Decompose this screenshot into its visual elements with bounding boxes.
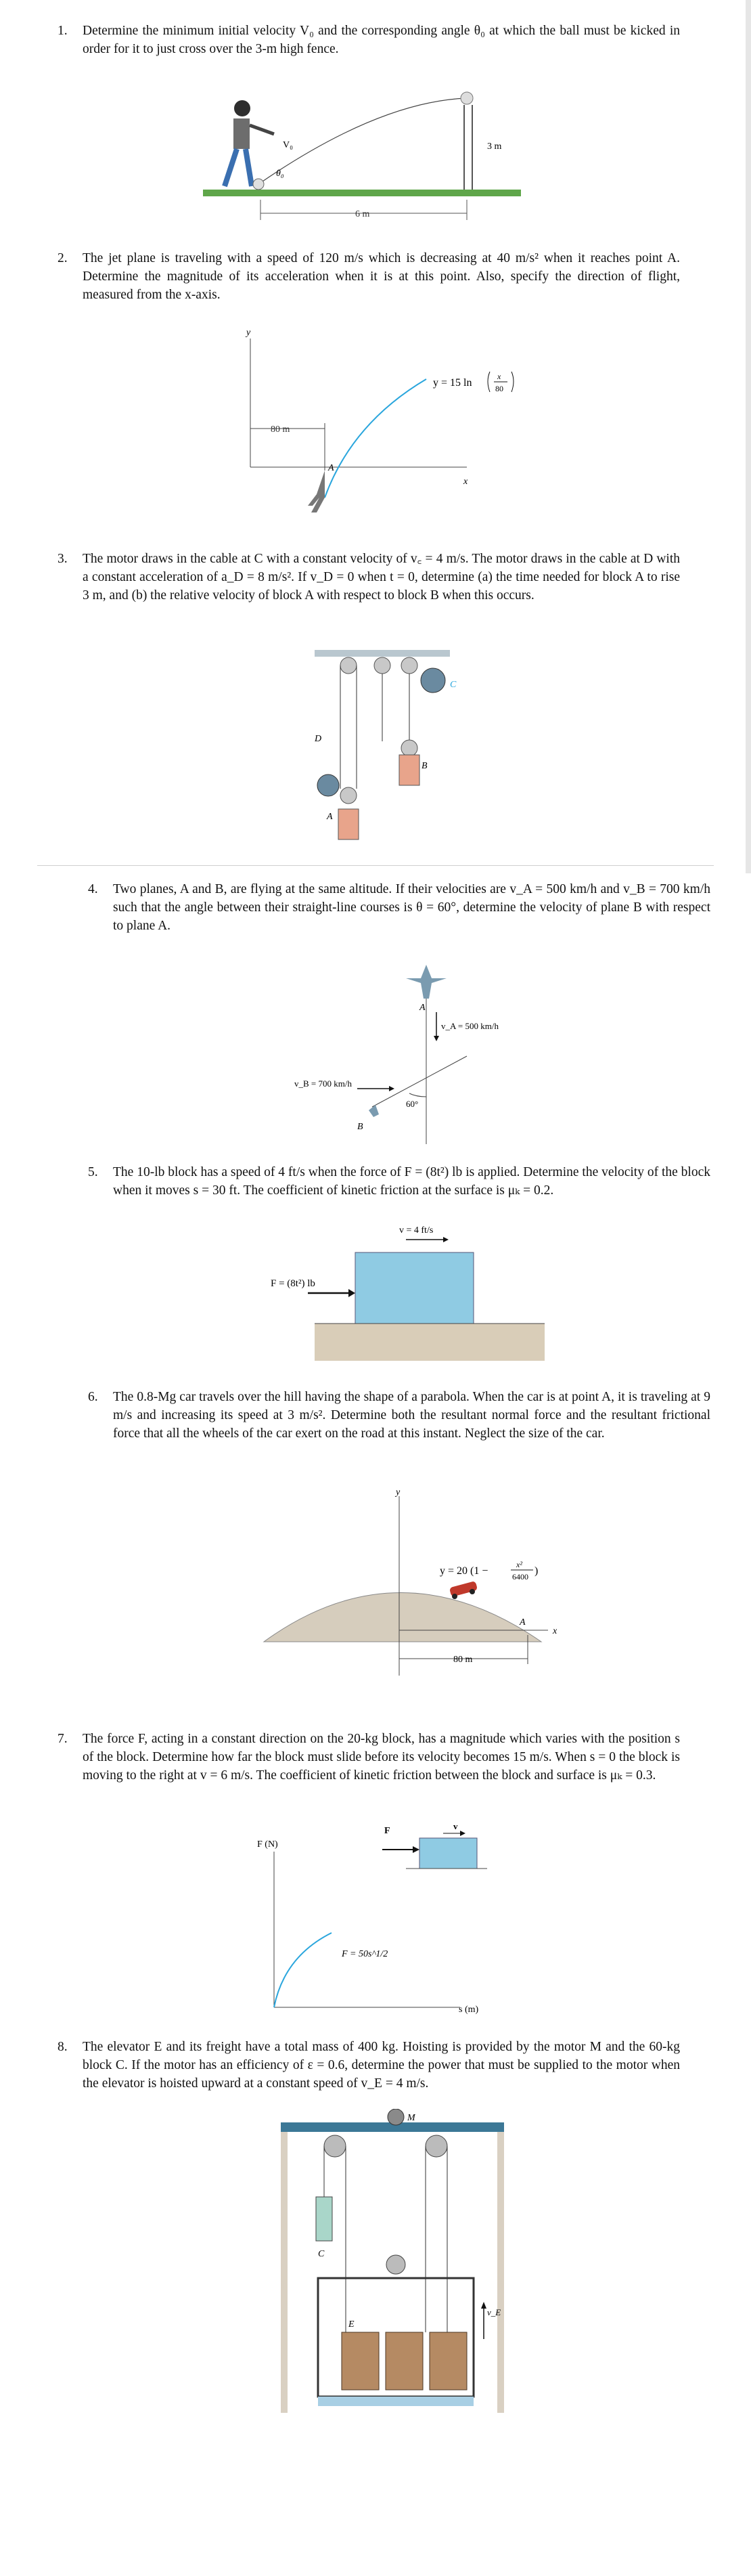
figure-3-pulleys [308, 647, 463, 850]
label-c: C [318, 2249, 325, 2259]
problem-text: Determine the minimum initial velocity V₀ and the corresponding angle θ₀ at which the ball must be kicked in order for it to just cross over the 3-m high fence. [83, 24, 680, 56]
label-m: M [407, 2113, 415, 2123]
block-a [338, 809, 359, 839]
label-b: B [422, 761, 428, 771]
figure-8-elevator [277, 2109, 507, 2424]
problem-8 [58, 2038, 680, 2093]
ball [253, 179, 264, 190]
problem-number: 5. [88, 1165, 98, 1179]
problem-text: Two planes, A and B, are flying at the same altitude. If their velocities are v_A = 500 km/h and v_B = 700 km/h such that the angle between their straight-line courses is θ = 60°, determine the velocity of plane B with respect to plane A. [113, 882, 710, 933]
eq-num: x [497, 372, 501, 381]
label-c: C [450, 680, 457, 690]
figure-5-block [267, 1222, 551, 1368]
problem-1 [58, 22, 680, 58]
theta-label: θ₀ [276, 169, 284, 179]
force-eq: F = 50s^1/2 [342, 1949, 388, 1959]
pulley-e [386, 2255, 405, 2274]
problem-number: 3. [58, 552, 68, 566]
curve [325, 379, 426, 498]
shaft-right-wall [497, 2132, 504, 2413]
problem-3 [58, 550, 680, 605]
hill [264, 1593, 541, 1642]
page-divider [37, 865, 714, 866]
freight-1 [342, 2332, 379, 2390]
pulley-lower [401, 740, 417, 756]
angle-label: 60° [406, 1099, 419, 1109]
force-label: F = (8t²) lb [271, 1278, 315, 1289]
pulley-2 [374, 657, 390, 674]
problem-text: The 10-lb block has a speed of 4 ft/s when the force of F = (8t²) lb is applied. Determine the velocity of the block when it moves s = 30 ft. The coefficient of kinetic friction at the surface is μₖ = 0.2. [113, 1165, 710, 1198]
y-label: y [246, 328, 251, 338]
problem-text: The elevator E and its freight have a total mass of 400 kg. Hoisting is provided by the motor M and the 60-kg block C. If the motor has an efficiency of ε = 0.6, determine the power that must be supplied to the motor when the elevator is hoisted upward at a constant speed of v_E = 4 m/s. [83, 2040, 680, 2091]
problem-number: 1. [58, 24, 68, 38]
problem-number: 7. [58, 1732, 68, 1746]
figure-2-jet [237, 328, 555, 531]
angle-arc [409, 1093, 426, 1097]
player-figure [225, 100, 274, 186]
shaft-left-wall [281, 2132, 288, 2413]
motor-c [421, 668, 445, 693]
s-axis-label: s (m) [459, 2005, 479, 2015]
plane-a [406, 965, 447, 999]
plane-b [369, 1105, 379, 1117]
dist-label: 6 m [355, 209, 370, 219]
eq-den: 80 [495, 384, 503, 393]
problem-2 [58, 249, 680, 304]
problem-text: The force F, acting in a constant direction on the 20-kg block, has a magnitude which varies with the position s of the block. Determine how far the block must slide before its velocity becomes 15 m/s. When s = 0 the block is moving to the right at v = 6 m/s. The coefficient of kinetic friction between the block and surface is μₖ = 0.3. [83, 1732, 680, 1783]
label-d: D [315, 734, 322, 744]
problem-4 [88, 880, 710, 935]
point-a-label: A [328, 463, 334, 473]
eq-den: 6400 [512, 1572, 528, 1581]
problem-text: The 0.8-Mg car travels over the hill having the shape of a parabola. When the car is at point A, it is traveling at 9 m/s and increasing its speed at 3 m/s². Determine both the resultant normal force and the resultant frictional force that all the wheels of the car exert on the road at this instant. Neglect the size of the car. [113, 1390, 710, 1441]
block-b [399, 755, 419, 785]
block-c [316, 2197, 332, 2241]
v0-label: V₀ [283, 140, 293, 150]
freight-2 [386, 2332, 423, 2390]
vb-label: v_B = 700 km/h [294, 1078, 352, 1089]
figure-4-planes [284, 961, 501, 1151]
eq-close: ) [534, 1565, 539, 1577]
v-label: v [453, 1821, 458, 1831]
block [419, 1838, 477, 1869]
problem-5 [88, 1163, 710, 1200]
figure-6-hill [257, 1489, 609, 1676]
label-a: A [327, 812, 333, 822]
y-label: y [396, 1489, 401, 1498]
problem-7 [58, 1730, 680, 1785]
height-label: 3 m [487, 141, 502, 152]
label-a: A [419, 1003, 426, 1013]
force-curve [274, 1933, 332, 2007]
equation: y = 15 ln [433, 377, 472, 389]
scrollbar[interactable] [746, 0, 751, 873]
pulley-1 [340, 657, 357, 674]
pit-floor [318, 2397, 474, 2406]
label-e: E [348, 2319, 355, 2330]
f-label: F [384, 1826, 390, 1836]
figure-7-force-graph [257, 1821, 528, 2024]
block [355, 1252, 474, 1324]
problem-number: 8. [58, 2040, 68, 2054]
motor-m [388, 2109, 404, 2125]
ceiling [315, 650, 450, 657]
ground [315, 1324, 545, 1361]
motor-d [317, 774, 339, 796]
equation: y = 20 (1 − [440, 1565, 488, 1577]
problem-6 [88, 1388, 710, 1443]
jet-plane [308, 471, 325, 512]
v-label: v = 4 ft/s [399, 1225, 434, 1236]
problem-text: The motor draws in the cable at C with a constant velocity of v꜀ = 4 m/s. The motor draws in the cable at D with a constant acceleration of a_D = 8 m/s². If v_D = 0 when t = 0, determine (a) the time needed for block A to rise 3 m, and (b) the relative velocity of block A with respect to block B when this occurs. [83, 552, 680, 603]
course-b [372, 1056, 467, 1107]
problem-text: The jet plane is traveling with a speed of 120 m/s which is decreasing at 40 m/s² when it reaches point A. Determine the magnitude of its acceleration when it is at this point. Also, specify the direction of flight, measured from the x-axis. [83, 251, 680, 302]
car [449, 1581, 478, 1599]
pulley-a [340, 787, 357, 804]
ve-label: v_E [487, 2307, 501, 2317]
x-label: x [553, 1626, 557, 1636]
dist-label: 80 m [271, 424, 290, 435]
problem-number: 2. [58, 251, 68, 265]
problem-number: 6. [88, 1390, 98, 1404]
ball-top [461, 92, 473, 104]
point-a-label: A [520, 1617, 526, 1628]
problem-number: 4. [88, 882, 98, 896]
label-b: B [357, 1122, 363, 1132]
grass [203, 190, 521, 196]
pulley-3 [401, 657, 417, 674]
dist-label: 80 m [453, 1655, 473, 1665]
pulley-2 [426, 2135, 447, 2157]
f-axis-label: F (N) [257, 1839, 278, 1850]
x-label: x [463, 477, 468, 487]
figure-1-kick [203, 81, 541, 234]
eq-num: x² [516, 1560, 522, 1569]
freight-3 [430, 2332, 467, 2390]
pulley-1 [324, 2135, 346, 2157]
va-label: v_A = 500 km/h [441, 1021, 499, 1031]
